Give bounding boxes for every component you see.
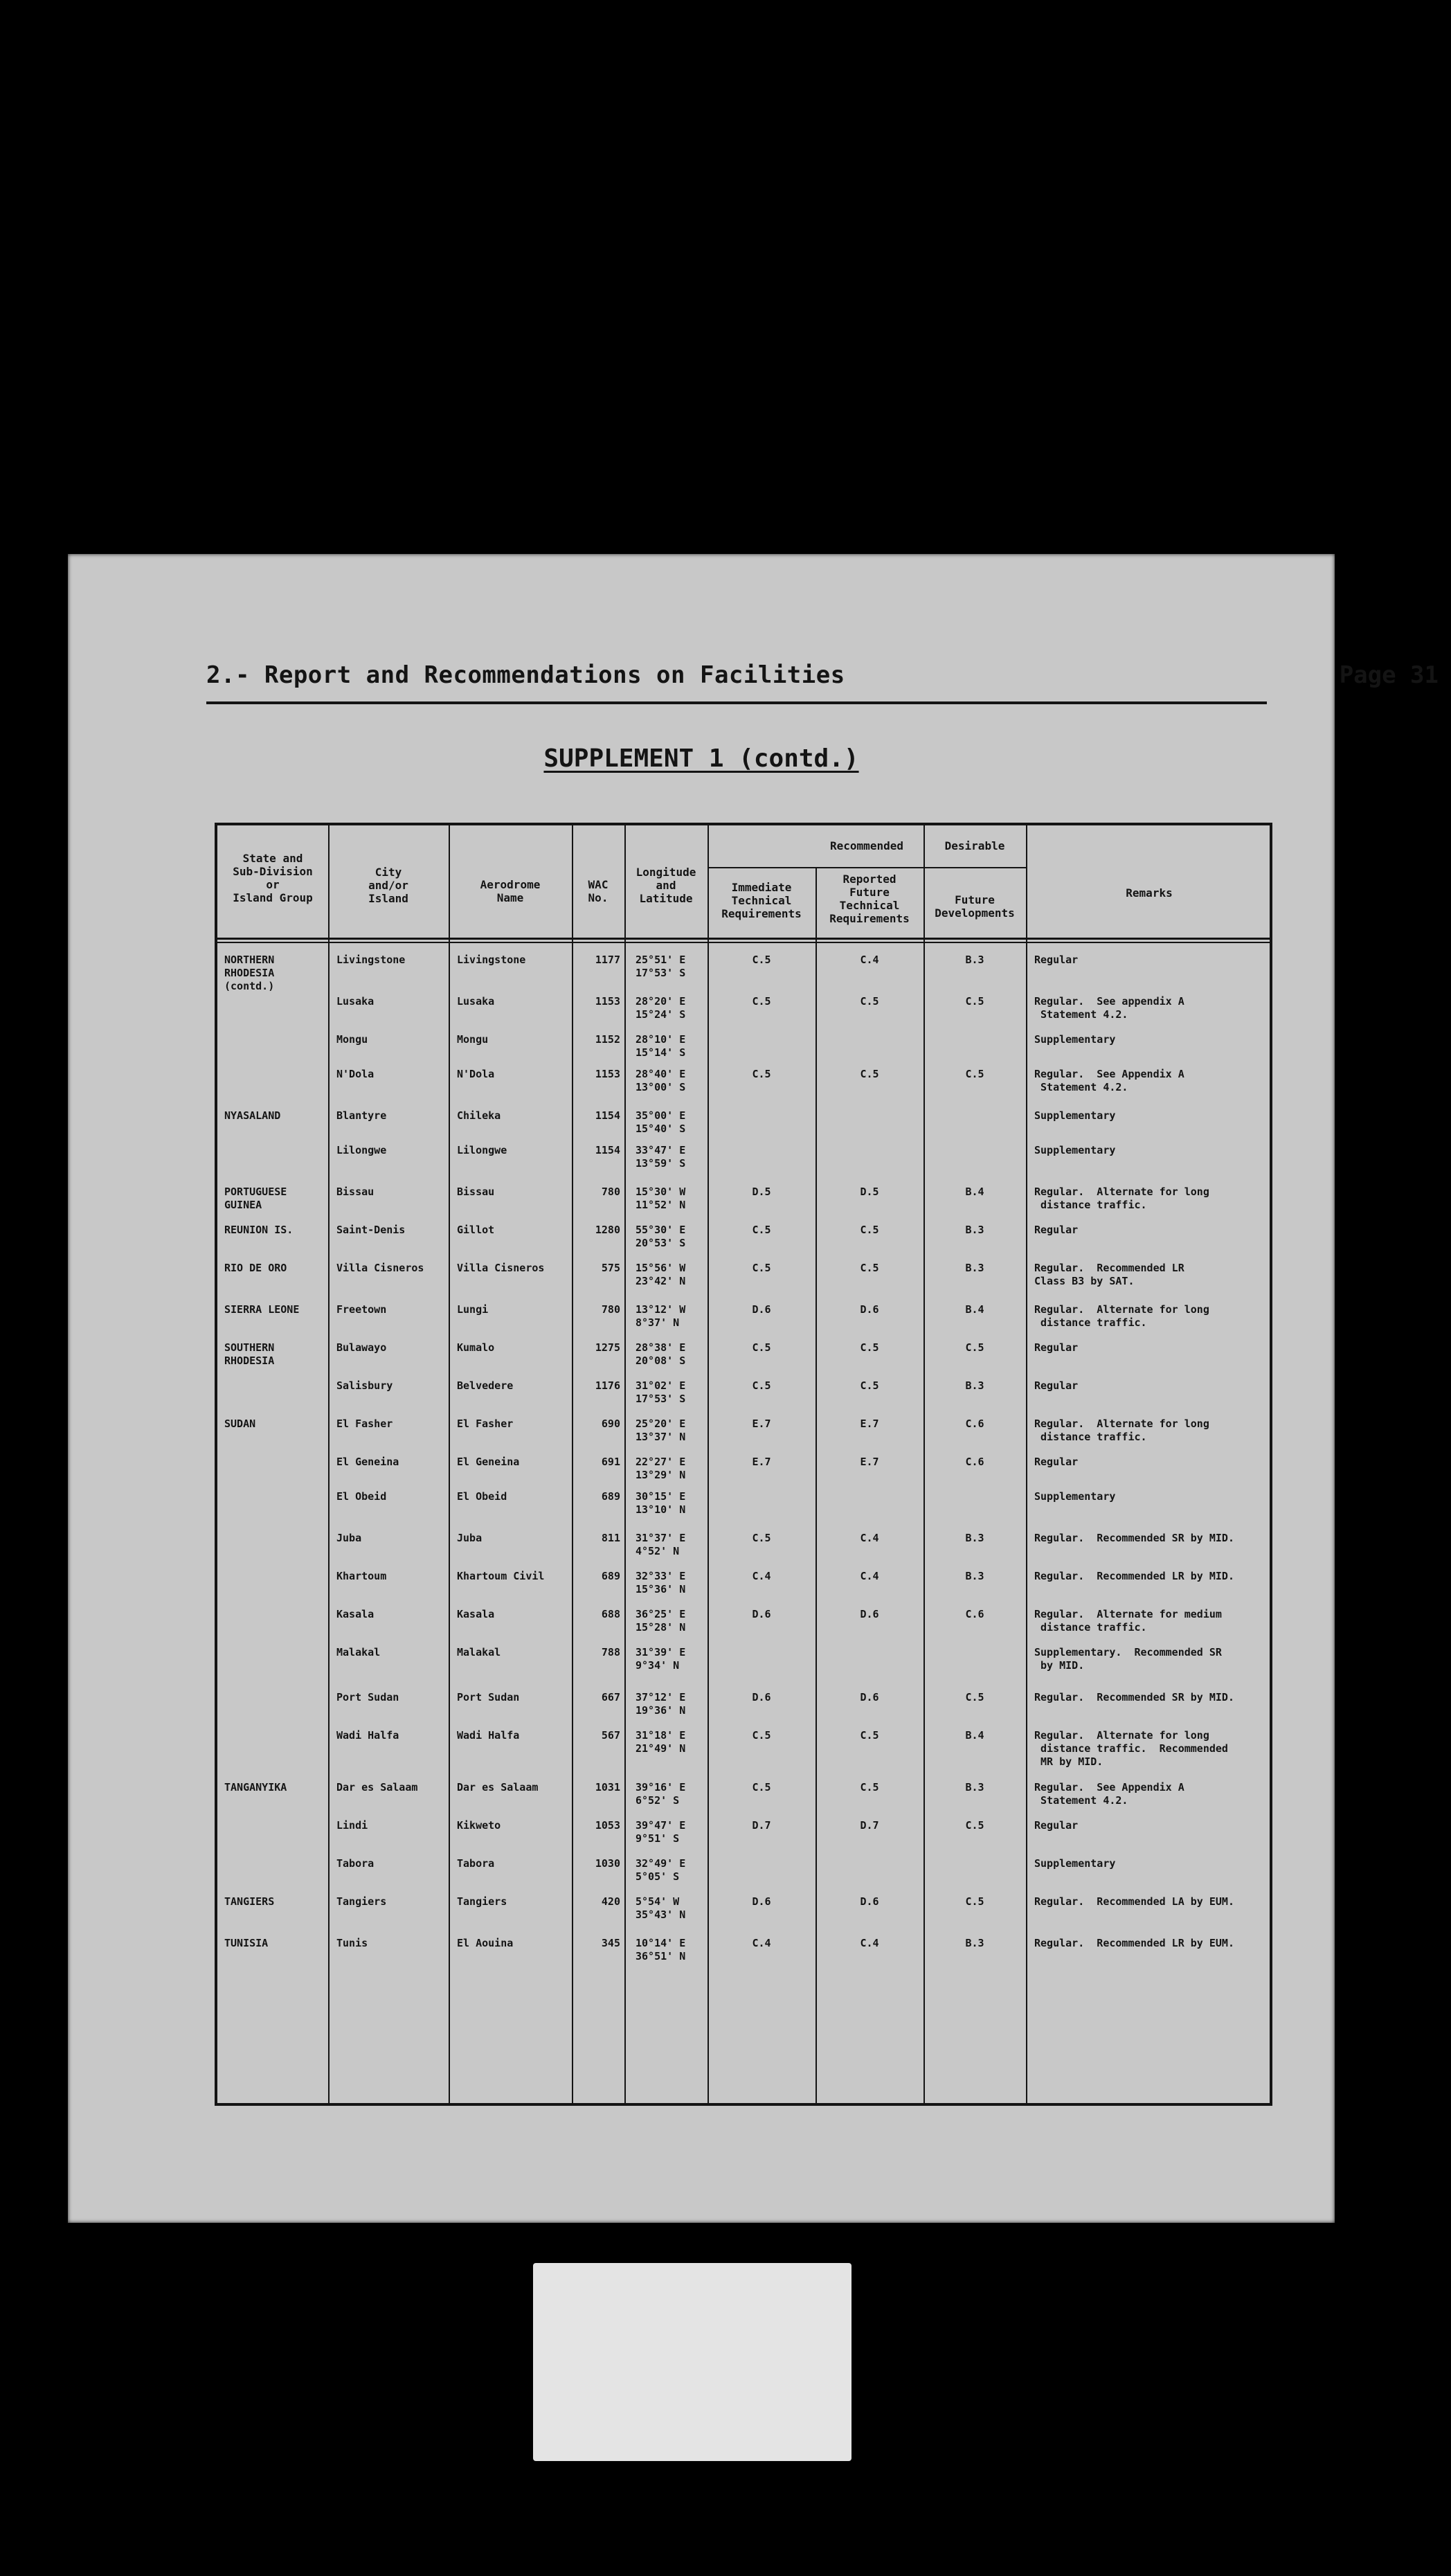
cell-remarks: Regular. Recommended LR Class B3 by SAT.: [1034, 1262, 1184, 1287]
cell-lonlat: 28°40' E 13°00' S: [636, 1068, 686, 1093]
cell-state: PORTUGUESE GUINEA: [224, 1186, 287, 1211]
cell-lonlat: 39°47' E 9°51' S: [636, 1819, 686, 1845]
cell-aerodrome: El Fasher: [457, 1417, 514, 1430]
cell-wac: 780: [601, 1186, 620, 1198]
cell-wac: 788: [601, 1646, 620, 1658]
cell-lonlat: 30°15' E 13°10' N: [636, 1490, 686, 1516]
cell-reported: C.5: [860, 1379, 879, 1392]
cell-city: Salisbury: [336, 1379, 393, 1392]
cell-future: B.3: [965, 1532, 984, 1544]
cell-wac: 690: [601, 1417, 620, 1430]
cell-immediate: D.6: [752, 1691, 771, 1703]
cell-lonlat: 31°18' E 21°49' N: [636, 1729, 686, 1755]
cell-future: C.5: [965, 995, 984, 1008]
header-bottom-rule: [217, 938, 1270, 940]
cell-future: C.6: [965, 1417, 984, 1430]
cell-aerodrome: Lusaka: [457, 995, 495, 1008]
cell-state: SOUTHERN RHODESIA: [224, 1341, 275, 1367]
cell-lonlat: 22°27' E 13°29' N: [636, 1456, 686, 1481]
cell-city: Juba: [336, 1532, 362, 1544]
cell-city: Kasala: [336, 1608, 375, 1620]
cell-wac: 691: [601, 1456, 620, 1468]
cell-remarks: Regular. Recommended LR by EUM.: [1034, 1937, 1234, 1949]
cell-reported: D.6: [860, 1303, 879, 1316]
cell-reported: C.4: [860, 954, 879, 966]
cell-state: SIERRA LEONE: [224, 1303, 300, 1316]
cell-immediate: C.5: [752, 1224, 771, 1236]
cell-future: C.6: [965, 1456, 984, 1468]
col-divider: [328, 825, 330, 2103]
cell-aerodrome: Tabora: [457, 1857, 495, 1870]
cell-aerodrome: Lungi: [457, 1303, 489, 1316]
header-state: State and Sub-Division or Island Group: [233, 852, 313, 904]
cell-remarks: Regular: [1034, 1224, 1079, 1236]
cell-city: El Obeid: [336, 1490, 387, 1503]
cell-lonlat: 28°10' E 15°14' S: [636, 1033, 686, 1059]
cell-future: B.3: [965, 1781, 984, 1794]
cell-aerodrome: Gillot: [457, 1224, 495, 1236]
header-reported: Reported Future Technical Requirements: [829, 873, 910, 925]
cell-city: Khartoum: [336, 1570, 387, 1582]
cell-lonlat: 5°54' W 35°43' N: [636, 1895, 686, 1921]
cell-city: Bissau: [336, 1186, 375, 1198]
cell-aerodrome: El Aouina: [457, 1937, 514, 1949]
cell-aerodrome: Bissau: [457, 1186, 495, 1198]
cell-remarks: Regular. Alternate for long distance traffic.: [1034, 1417, 1209, 1443]
cell-future: B.4: [965, 1186, 984, 1198]
cell-reported: C.5: [860, 1729, 879, 1742]
cell-remarks: Regular. Alternate for long distance traffic. Recommended MR by MID.: [1034, 1729, 1228, 1768]
cell-lonlat: 25°20' E 13°37' N: [636, 1417, 686, 1443]
cell-aerodrome: Lilongwe: [457, 1144, 507, 1156]
col-divider: [449, 825, 450, 2103]
cell-city: Malakal: [336, 1646, 381, 1658]
header-lonlat: Longitude and Latitude: [636, 866, 696, 905]
cell-aerodrome: Kumalo: [457, 1341, 495, 1354]
cell-lonlat: 33°47' E 13°59' S: [636, 1144, 686, 1170]
cell-wac: 1030: [595, 1857, 620, 1870]
cell-lonlat: 15°30' W 11°52' N: [636, 1186, 686, 1211]
cell-remarks: Supplementary: [1034, 1109, 1116, 1122]
cell-lonlat: 32°33' E 15°36' N: [636, 1570, 686, 1595]
cell-state: TANGANYIKA: [224, 1781, 287, 1794]
cell-future: B.3: [965, 954, 984, 966]
cell-reported: C.4: [860, 1532, 879, 1544]
cell-city: El Fasher: [336, 1417, 393, 1430]
cell-lonlat: 39°16' E 6°52' S: [636, 1781, 686, 1807]
cell-future: B.4: [965, 1729, 984, 1742]
cell-remarks: Regular. Recommended LR by MID.: [1034, 1570, 1234, 1582]
cell-wac: 1053: [595, 1819, 620, 1832]
cell-aerodrome: Malakal: [457, 1646, 501, 1658]
cell-remarks: Supplementary: [1034, 1857, 1116, 1870]
cell-wac: 1153: [595, 1068, 620, 1080]
header-city: City and/or Island: [368, 866, 408, 905]
cell-lonlat: 10°14' E 36°51' N: [636, 1937, 686, 1962]
cell-aerodrome: Villa Cisneros: [457, 1262, 545, 1274]
cell-remarks: Regular. Alternate for long distance traffic.: [1034, 1186, 1209, 1211]
cell-city: Dar es Salaam: [336, 1781, 418, 1794]
cell-remarks: Regular: [1034, 1456, 1079, 1468]
cell-remarks: Regular. Alternate for medium distance traffic.: [1034, 1608, 1222, 1634]
cell-city: Tabora: [336, 1857, 375, 1870]
header-title: 2.- Report and Recommendations on Facilities: [206, 661, 845, 689]
cell-city: Villa Cisneros: [336, 1262, 424, 1274]
cell-state: REUNION IS.: [224, 1224, 294, 1236]
cell-immediate: E.7: [752, 1417, 771, 1430]
cell-aerodrome: Dar es Salaam: [457, 1781, 539, 1794]
cell-reported: C.5: [860, 1224, 879, 1236]
cell-wac: 1031: [595, 1781, 620, 1794]
cell-lonlat: 36°25' E 15°28' N: [636, 1608, 686, 1634]
cell-city: Wadi Halfa: [336, 1729, 399, 1742]
col-divider: [815, 867, 817, 2103]
cell-wac: 1152: [595, 1033, 620, 1046]
cell-wac: 1176: [595, 1379, 620, 1392]
supplement-title: SUPPLEMENT 1 (contd.): [543, 744, 859, 773]
cell-immediate: C.5: [752, 1781, 771, 1794]
cell-city: Bulawayo: [336, 1341, 387, 1354]
cell-reported: C.5: [860, 1068, 879, 1080]
cell-reported: C.5: [860, 1341, 879, 1354]
cell-remarks: Regular: [1034, 954, 1079, 966]
cell-city: Mongu: [336, 1033, 368, 1046]
cell-lonlat: 32°49' E 5°05' S: [636, 1857, 686, 1883]
cell-wac: 689: [601, 1490, 620, 1503]
cell-aerodrome: Wadi Halfa: [457, 1729, 520, 1742]
cell-state: NORTHERN RHODESIA (contd.): [224, 954, 275, 992]
cell-city: Saint-Denis: [336, 1224, 406, 1236]
cell-remarks: Regular. See appendix A Statement 4.2.: [1034, 995, 1184, 1021]
cell-wac: 667: [601, 1691, 620, 1703]
cell-reported: E.7: [860, 1456, 879, 1468]
cell-aerodrome: Chileka: [457, 1109, 501, 1122]
cell-reported: E.7: [860, 1417, 879, 1430]
cell-wac: 420: [601, 1895, 620, 1908]
cell-lonlat: 25°51' E 17°53' S: [636, 954, 686, 979]
cell-lonlat: 31°39' E 9°34' N: [636, 1646, 686, 1672]
cell-reported: C.4: [860, 1937, 879, 1949]
header-immediate: Immediate Technical Requirements: [721, 881, 802, 920]
cell-aerodrome: Kikweto: [457, 1819, 501, 1832]
cell-aerodrome: N'Dola: [457, 1068, 495, 1080]
cell-city: Livingstone: [336, 954, 406, 966]
cell-lonlat: 37°12' E 19°36' N: [636, 1691, 686, 1717]
cell-reported: C.5: [860, 1781, 879, 1794]
cell-wac: 780: [601, 1303, 620, 1316]
cell-remarks: Supplementary: [1034, 1490, 1116, 1503]
cell-immediate: C.4: [752, 1937, 771, 1949]
cell-wac: 1154: [595, 1144, 620, 1156]
cell-aerodrome: Kasala: [457, 1608, 495, 1620]
cell-lonlat: 15°56' W 23°42' N: [636, 1262, 686, 1287]
cell-immediate: C.5: [752, 1729, 771, 1742]
cell-wac: 1154: [595, 1109, 620, 1122]
page-number: Page 31: [1339, 661, 1439, 689]
cell-immediate: D.6: [752, 1303, 771, 1316]
cell-reported: C.5: [860, 1262, 879, 1274]
cell-aerodrome: Livingstone: [457, 954, 526, 966]
cell-immediate: D.5: [752, 1186, 771, 1198]
cell-immediate: C.4: [752, 1570, 771, 1582]
cell-aerodrome: Belvedere: [457, 1379, 514, 1392]
cell-future: C.5: [965, 1895, 984, 1908]
cell-reported: D.6: [860, 1608, 879, 1620]
cell-future: B.3: [965, 1379, 984, 1392]
cell-remarks: Regular: [1034, 1819, 1079, 1832]
cell-city: Port Sudan: [336, 1691, 399, 1703]
cell-state: NYASALAND: [224, 1109, 281, 1122]
header-aerodrome: Aerodrome Name: [480, 878, 541, 904]
cell-aerodrome: Juba: [457, 1532, 483, 1544]
cell-immediate: E.7: [752, 1456, 771, 1468]
cell-reported: D.6: [860, 1895, 879, 1908]
cell-remarks: Supplementary. Recommended SR by MID.: [1034, 1646, 1222, 1672]
cell-wac: 1280: [595, 1224, 620, 1236]
cell-future: C.5: [965, 1068, 984, 1080]
cell-city: Blantyre: [336, 1109, 387, 1122]
cell-future: B.3: [965, 1570, 984, 1582]
cell-immediate: C.5: [752, 1262, 771, 1274]
facilities-table: [215, 823, 1272, 2106]
cell-lonlat: 13°12' W 8°37' N: [636, 1303, 686, 1329]
cell-immediate: C.5: [752, 954, 771, 966]
header-wac: WAC No.: [588, 878, 609, 904]
cell-wac: 1153: [595, 995, 620, 1008]
header-bottom-rule-2: [217, 942, 1270, 943]
cell-lonlat: 31°37' E 4°52' N: [636, 1532, 686, 1557]
cell-reported: C.4: [860, 1570, 879, 1582]
cell-immediate: D.6: [752, 1608, 771, 1620]
cell-wac: 575: [601, 1262, 620, 1274]
cell-wac: 1177: [595, 954, 620, 966]
cell-remarks: Regular. Recommended SR by MID.: [1034, 1691, 1234, 1703]
cell-lonlat: 35°00' E 15°40' S: [636, 1109, 686, 1135]
header-desirable: Desirable: [944, 839, 1005, 852]
cell-immediate: D.7: [752, 1819, 771, 1832]
header-recommended: Recommended: [830, 839, 903, 852]
cell-remarks: Regular. See Appendix A Statement 4.2.: [1034, 1781, 1184, 1807]
cell-remarks: Regular: [1034, 1379, 1079, 1392]
cell-state: TUNISIA: [224, 1937, 269, 1949]
cell-wac: 1275: [595, 1341, 620, 1354]
cell-wac: 689: [601, 1570, 620, 1582]
cell-future: B.4: [965, 1303, 984, 1316]
cell-remarks: Supplementary: [1034, 1144, 1116, 1156]
cell-remarks: Regular. Alternate for long distance traffic.: [1034, 1303, 1209, 1329]
cell-aerodrome: El Geneina: [457, 1456, 520, 1468]
cell-city: El Geneina: [336, 1456, 399, 1468]
cell-wac: 811: [601, 1532, 620, 1544]
col-divider: [624, 825, 626, 2103]
cell-wac: 345: [601, 1937, 620, 1949]
cell-lonlat: 55°30' E 20°53' S: [636, 1224, 686, 1249]
supplement-title-wrap: [68, 744, 1335, 773]
cell-remarks: Regular. See Appendix A Statement 4.2.: [1034, 1068, 1184, 1093]
cell-immediate: C.5: [752, 1379, 771, 1392]
cell-reported: D.6: [860, 1691, 879, 1703]
header-rule: [206, 701, 1267, 704]
cell-state: SUDAN: [224, 1417, 256, 1430]
cell-aerodrome: El Obeid: [457, 1490, 507, 1503]
cell-city: N'Dola: [336, 1068, 375, 1080]
cell-remarks: Supplementary: [1034, 1033, 1116, 1046]
cell-state: RIO DE ORO: [224, 1262, 287, 1274]
col-divider: [1026, 825, 1027, 2103]
cell-future: C.5: [965, 1691, 984, 1703]
cell-aerodrome: Tangiers: [457, 1895, 507, 1908]
cell-aerodrome: Port Sudan: [457, 1691, 520, 1703]
cell-aerodrome: Mongu: [457, 1033, 489, 1046]
cell-remarks: Regular: [1034, 1341, 1079, 1354]
cell-city: Lusaka: [336, 995, 375, 1008]
cell-lonlat: 31°02' E 17°53' S: [636, 1379, 686, 1405]
cell-city: Lindi: [336, 1819, 368, 1832]
cell-future: B.3: [965, 1937, 984, 1949]
cell-city: Tangiers: [336, 1895, 387, 1908]
header-remarks: Remarks: [1126, 886, 1173, 900]
cell-wac: 567: [601, 1729, 620, 1742]
cell-city: Tunis: [336, 1937, 368, 1949]
header-subrule: [708, 867, 1026, 868]
header-future: Future Developments: [935, 893, 1015, 920]
page-header: [206, 661, 1439, 699]
cell-lonlat: 28°38' E 20°08' S: [636, 1341, 686, 1367]
cell-wac: 688: [601, 1608, 620, 1620]
cell-future: B.3: [965, 1224, 984, 1236]
cell-future: C.6: [965, 1608, 984, 1620]
cell-city: Lilongwe: [336, 1144, 387, 1156]
cell-state: TANGIERS: [224, 1895, 275, 1908]
cell-future: B.3: [965, 1262, 984, 1274]
cell-immediate: D.6: [752, 1895, 771, 1908]
film-label-tab: [533, 2263, 851, 2461]
cell-immediate: C.5: [752, 1068, 771, 1080]
document-page: [68, 554, 1439, 2223]
cell-reported: D.5: [860, 1186, 879, 1198]
cell-future: C.5: [965, 1341, 984, 1354]
cell-immediate: C.5: [752, 1532, 771, 1544]
cell-immediate: C.5: [752, 995, 771, 1008]
cell-reported: D.7: [860, 1819, 879, 1832]
cell-aerodrome: Khartoum Civil: [457, 1570, 545, 1582]
cell-remarks: Regular. Recommended LA by EUM.: [1034, 1895, 1234, 1908]
cell-remarks: Regular. Recommended SR by MID.: [1034, 1532, 1234, 1544]
cell-future: C.5: [965, 1819, 984, 1832]
cell-reported: C.5: [860, 995, 879, 1008]
cell-immediate: C.5: [752, 1341, 771, 1354]
cell-city: Freetown: [336, 1303, 387, 1316]
cell-lonlat: 28°20' E 15°24' S: [636, 995, 686, 1021]
